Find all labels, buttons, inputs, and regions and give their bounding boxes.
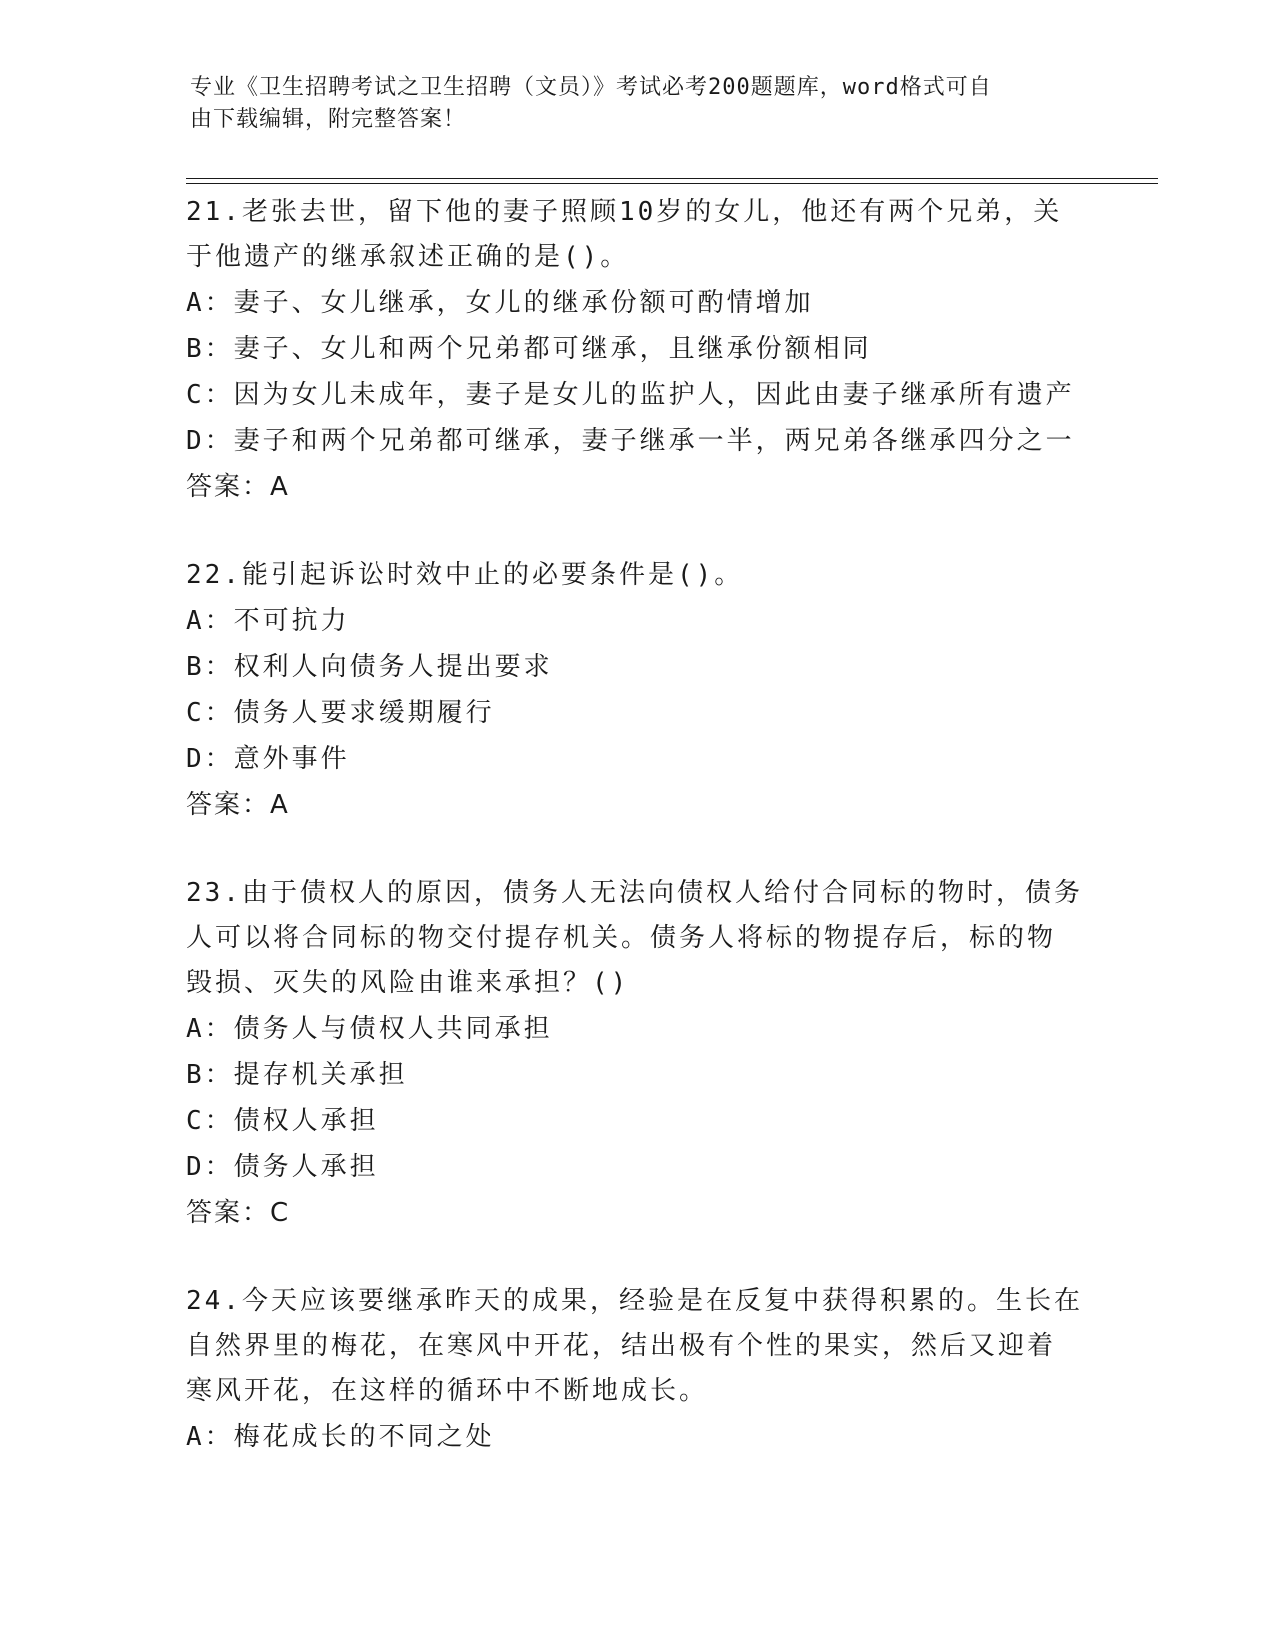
spacer [186, 1236, 1086, 1279]
question-text-line: 23.由于债权人的原因，债务人无法向债权人给付合同标的物时，债务 [186, 878, 1083, 908]
option-a: A：妻子、女儿继承，女儿的继承份额可酌情增加 [186, 288, 814, 318]
question-24 [186, 1279, 1086, 1460]
header-line-2: 由下载编辑，附完整答案！ [190, 107, 467, 132]
question-text-line: 24.今天应该要继承昨天的成果，经验是在反复中获得积累的。生长在 [186, 1286, 1083, 1316]
question-text-line: 寒风开花，在这样的循环中不断地成长。 [186, 1376, 709, 1406]
answer-line: 答案：A [186, 790, 290, 820]
question-text-line: 自然界里的梅花，在寒风中开花，结出极有个性的果实，然后又迎着 [186, 1331, 1057, 1361]
question-text-line: 21.老张去世，留下他的妻子照顾10岁的女儿，他还有两个兄弟，关 [186, 197, 1063, 227]
question-text-line: 22.能引起诉讼时效中止的必要条件是()。 [186, 560, 744, 590]
option-d: D：债务人承担 [186, 1152, 379, 1182]
option-c: C：因为女儿未成年，妻子是女儿的监护人，因此由妻子继承所有遗产 [186, 380, 1075, 410]
option-b: B：妻子、女儿和两个兄弟都可继承，且继承份额相同 [186, 334, 872, 364]
option-a: A：债务人与债权人共同承担 [186, 1014, 553, 1044]
option-d: D：意外事件 [186, 744, 350, 774]
question-text-line: 毁损、灭失的风险由谁来承担？() [186, 968, 630, 998]
question-list [186, 190, 1086, 1460]
option-c: C：债务人要求缓期履行 [186, 698, 495, 728]
question-22 [186, 553, 1086, 828]
header-divider-top [186, 178, 1158, 179]
question-21 [186, 190, 1086, 510]
option-b: B：提存机关承担 [186, 1060, 408, 1090]
header-divider-bottom [186, 183, 1158, 184]
spacer [186, 828, 1086, 871]
answer-line: 答案：A [186, 472, 290, 502]
option-a: A：梅花成长的不同之处 [186, 1422, 495, 1452]
option-a: A：不可抗力 [186, 606, 350, 636]
document-header [190, 72, 1070, 136]
question-23 [186, 871, 1086, 1236]
answer-line: 答案：C [186, 1198, 291, 1228]
question-text-line: 人可以将合同标的物交付提存机关。债务人将标的物提存后，标的物 [186, 923, 1057, 953]
question-text-line: 于他遗产的继承叙述正确的是()。 [186, 242, 630, 272]
header-line-1: 专业《卫生招聘考试之卫生招聘（文员）》考试必考200题题库，word格式可自 [190, 75, 992, 100]
option-b: B：权利人向债务人提出要求 [186, 652, 553, 682]
option-c: C：债权人承担 [186, 1106, 379, 1136]
spacer [186, 510, 1086, 553]
option-d: D：妻子和两个兄弟都可继承，妻子继承一半，两兄弟各继承四分之一 [186, 426, 1075, 456]
